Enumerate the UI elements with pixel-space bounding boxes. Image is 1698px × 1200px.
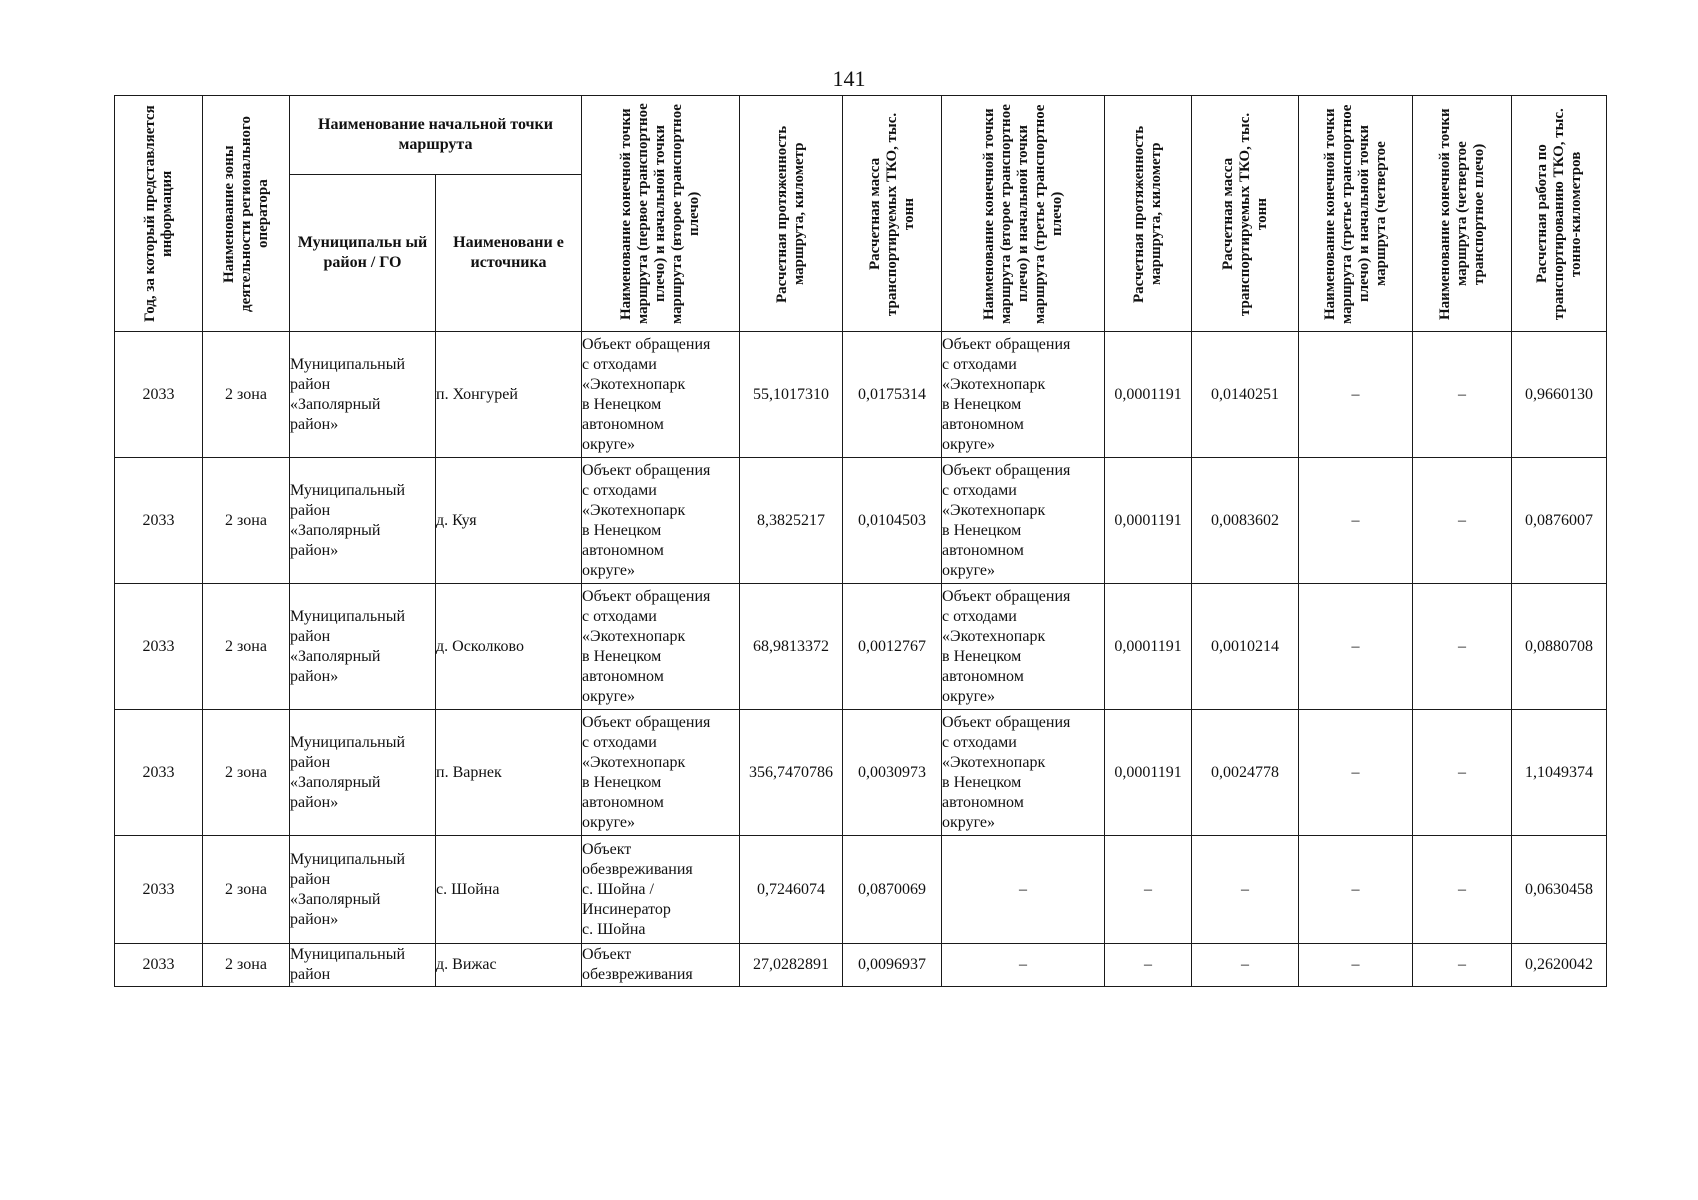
cell-municipality: Муниципальный район «Заполярный район» [290,710,436,836]
cell-work: 0,0630458 [1512,836,1607,944]
cell-zone: 2 зона [203,710,290,836]
page-number: 141 [832,66,866,91]
cell-municipality: Муниципальный район «Заполярный район» [290,836,436,944]
cell-year: 2033 [115,458,203,584]
table-row [115,710,1607,836]
cell-distance-1: 27,0282891 [740,944,843,987]
header-zone: Наименование зоны деятельности регионального оператора [203,96,290,332]
cell-end-point-4: – [1413,944,1512,987]
header-mass-1: Расчетная масса транспортируемых ТКО, тыс. тонн [843,96,942,332]
cell-end-point-1: Объект обращения с отходами «Экотехнопарк в Ненецком автономном округе» [582,458,740,584]
routes-table [114,95,1607,987]
cell-end-point-4: – [1413,332,1512,458]
table-row [115,332,1607,458]
cell-distance-2: – [1105,944,1192,987]
cell-year: 2033 [115,836,203,944]
cell-end-point-3: – [1299,836,1413,944]
cell-distance-1: 55,1017310 [740,332,843,458]
cell-end-point-2: – [942,836,1105,944]
cell-municipality: Муниципальный район «Заполярный район» [290,458,436,584]
cell-end-point-3: – [1299,584,1413,710]
header-end-point-2: Наименование конечной точки маршрута (второе транспортное плечо) и начальной точки маршрута (третье транспортное плечо) [942,96,1105,332]
cell-mass-1: 0,0096937 [843,944,942,987]
header-municipality: Муниципальн ый район / ГО [290,175,436,332]
cell-end-point-2: Объект обращения с отходами «Экотехнопарк в Ненецком автономном округе» [942,710,1105,836]
cell-municipality: Муниципальный район «Заполярный район» [290,584,436,710]
cell-end-point-4: – [1413,584,1512,710]
cell-mass-1: 0,0012767 [843,584,942,710]
cell-source: п. Хонгурей [436,332,582,458]
cell-work: 0,9660130 [1512,332,1607,458]
cell-distance-2: 0,0001191 [1105,710,1192,836]
cell-work: 1,1049374 [1512,710,1607,836]
cell-end-point-4: – [1413,836,1512,944]
cell-zone: 2 зона [203,836,290,944]
cell-end-point-3: – [1299,332,1413,458]
header-work: Расчетная работа по транспортированию ТКО, тыс. тонно-километров [1512,96,1607,332]
header-mass-2: Расчетная масса транспортируемых ТКО, тыс. тонн [1192,96,1299,332]
cell-end-point-1: Объект обезвреживания [582,944,740,987]
cell-mass-2: 0,0140251 [1192,332,1299,458]
header-source: Наименовани е источника [436,175,582,332]
cell-end-point-1: Объект обращения с отходами «Экотехнопарк в Ненецком автономном округе» [582,332,740,458]
cell-distance-2: 0,0001191 [1105,584,1192,710]
cell-end-point-1: Объект обращения с отходами «Экотехнопарк в Ненецком автономном округе» [582,584,740,710]
cell-end-point-3: – [1299,458,1413,584]
header-start-point-group: Наименование начальной точки маршрута [290,96,582,175]
header-end-point-4: Наименование конечной точки маршрута (четвертое транспортное плечо) [1413,96,1512,332]
cell-end-point-1: Объект обращения с отходами «Экотехнопарк в Ненецком автономном округе» [582,710,740,836]
header-end-point-3: Наименование конечной точки маршрута (третье транспортное плечо) и начальной точки маршрута (четвертое [1299,96,1413,332]
cell-end-point-2: Объект обращения с отходами «Экотехнопарк в Ненецком автономном округе» [942,332,1105,458]
cell-zone: 2 зона [203,584,290,710]
cell-mass-2: 0,0024778 [1192,710,1299,836]
cell-mass-2: – [1192,836,1299,944]
cell-end-point-2: – [942,944,1105,987]
cell-end-point-2: Объект обращения с отходами «Экотехнопарк в Ненецком автономном округе» [942,458,1105,584]
cell-mass-1: 0,0175314 [843,332,942,458]
cell-end-point-3: – [1299,710,1413,836]
cell-mass-2: 0,0083602 [1192,458,1299,584]
cell-distance-2: – [1105,836,1192,944]
cell-year: 2033 [115,710,203,836]
cell-year: 2033 [115,584,203,710]
cell-distance-1: 356,7470786 [740,710,843,836]
cell-zone: 2 зона [203,332,290,458]
cell-work: 0,0876007 [1512,458,1607,584]
header-end-point-1: Наименование конечной точки маршрута (первое транспортное плечо) и начальной точки маршрута (второе транспортное плечо) [582,96,740,332]
cell-source: д. Осколково [436,584,582,710]
cell-municipality: Муниципальный район [290,944,436,987]
cell-year: 2033 [115,332,203,458]
cell-mass-1: 0,0870069 [843,836,942,944]
cell-end-point-4: – [1413,458,1512,584]
cell-zone: 2 зона [203,458,290,584]
table-row [115,458,1607,584]
cell-source: д. Вижас [436,944,582,987]
header-distance-1: Расчетная протяженность маршрута, километр [740,96,843,332]
table-row [115,836,1607,944]
cell-mass-2: – [1192,944,1299,987]
cell-end-point-1: Объект обезвреживания с. Шойна / Инсинератор с. Шойна [582,836,740,944]
cell-mass-2: 0,0010214 [1192,584,1299,710]
cell-distance-2: 0,0001191 [1105,332,1192,458]
cell-work: 0,0880708 [1512,584,1607,710]
cell-zone: 2 зона [203,944,290,987]
cell-year: 2033 [115,944,203,987]
cell-distance-1: 0,7246074 [740,836,843,944]
cell-end-point-4: – [1413,710,1512,836]
cell-distance-1: 8,3825217 [740,458,843,584]
header-row-1 [115,96,1607,175]
cell-work: 0,2620042 [1512,944,1607,987]
table-row [115,584,1607,710]
table-row [115,944,1607,987]
cell-municipality: Муниципальный район «Заполярный район» [290,332,436,458]
cell-mass-1: 0,0030973 [843,710,942,836]
cell-end-point-3: – [1299,944,1413,987]
header-distance-2: Расчетная протяженность маршрута, километр [1105,96,1192,332]
cell-source: д. Куя [436,458,582,584]
cell-distance-1: 68,9813372 [740,584,843,710]
header-year: Год, за который представляется информация [115,96,203,332]
cell-source: п. Варнек [436,710,582,836]
cell-source: с. Шойна [436,836,582,944]
cell-mass-1: 0,0104503 [843,458,942,584]
cell-distance-2: 0,0001191 [1105,458,1192,584]
cell-end-point-2: Объект обращения с отходами «Экотехнопарк в Ненецком автономном округе» [942,584,1105,710]
